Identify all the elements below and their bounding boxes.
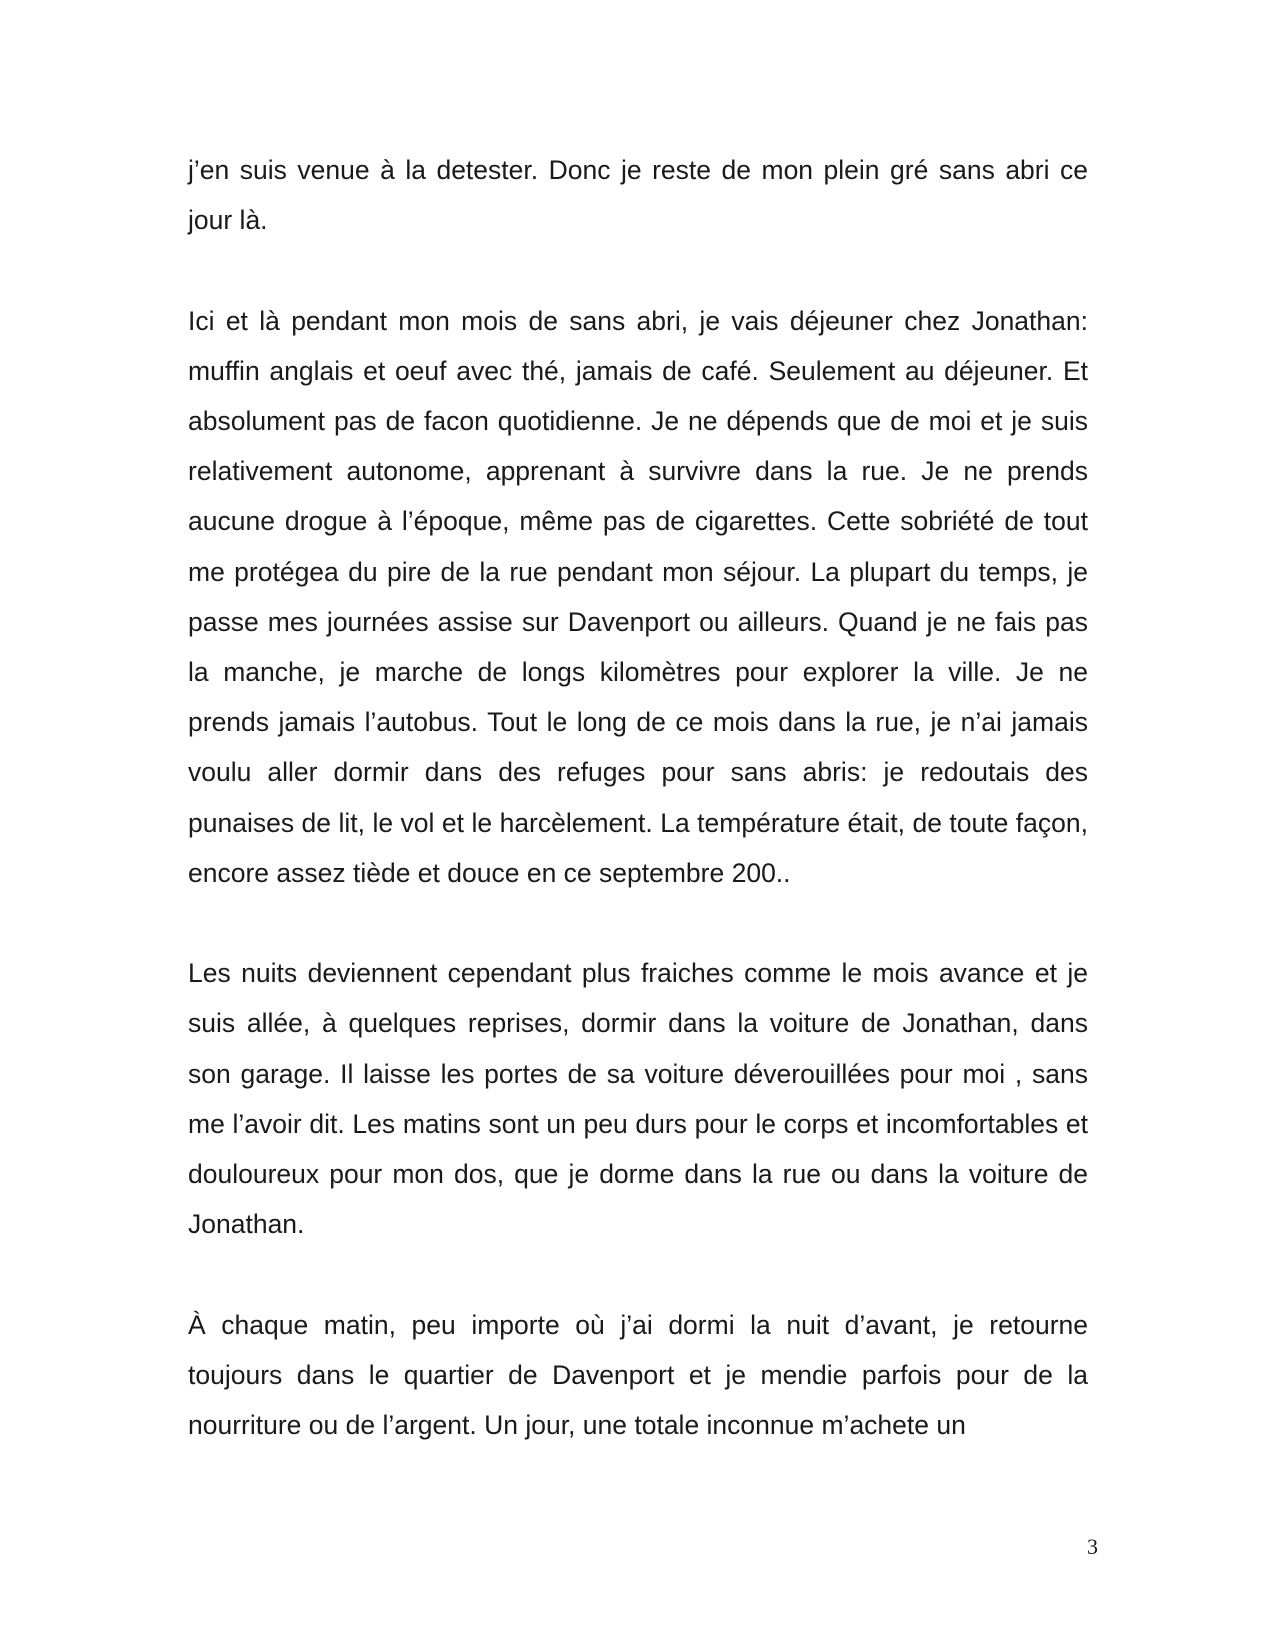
body-text — [188, 145, 1088, 1500]
paragraph-1: j’en suis venue à la detester. Donc je reste de mon plein gré sans abri ce jour là. — [188, 155, 1088, 236]
paragraph-2: Ici et là pendant mon mois de sans abri, je vais déjeuner chez Jonathan: muffin anglais et oeuf avec thé, jamais de café. Seulement au déjeuner. Et absolument pas de facon quotidienne. Je ne dépends que de moi et je suis relativement autonome, apprenant à survivre dans la rue. Je ne prends aucune drogue à l’époque, même pas de cigarettes. Cette sobriété de tout me protégea du pire de la rue pendant mon séjour. La plupart du temps, je passe mes journées assise sur Davenport ou ailleurs. Quand je ne fais pas la manche, je marche de longs kilomètres pour explorer la ville. Je ne prends jamais l’autobus. Tout le long de ce mois dans la rue, je n’ai jamais voulu aller dormir dans des refuges pour sans abris: je redoutais des punaises de lit, le vol et le harcèlement. La température était, de toute façon, encore assez tiède et douce en ce septembre 200.. — [188, 305, 1088, 888]
paragraph-3: Les nuits deviennent cependant plus fraiches comme le mois avance et je suis allée, à quelques reprises, dormir dans la voiture de Jonathan, dans son garage. Il laisse les portes de sa voiture déverouillées pour moi , sans me l’avoir dit. Les matins sont un peu durs pour le corps et incomfortables et douloureux pour mon dos, que je dorme dans la rue ou dans la voiture de Jonathan. — [188, 958, 1088, 1240]
page-number: 3 — [1087, 1534, 1098, 1559]
paragraph-4: À chaque matin, peu importe où j’ai dormi la nuit d’avant, je retourne toujours dans le quartier de Davenport et je mendie parfois pour de la nourriture ou de l’argent. Un jour, une totale inconnue m’achete un — [188, 1309, 1088, 1441]
